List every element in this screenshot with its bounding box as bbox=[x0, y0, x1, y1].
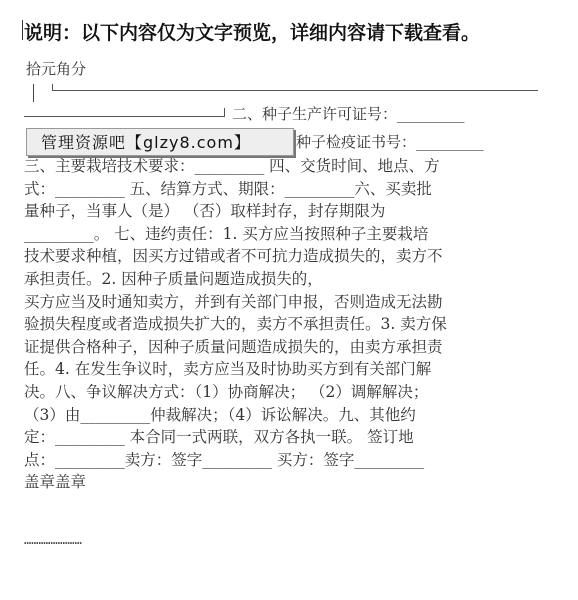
underline-rule bbox=[24, 116, 224, 117]
price-units-label: 拾元角分 bbox=[26, 60, 87, 78]
body-line: 量种子，当事人（是） （否）取样封存，封存期限为 bbox=[24, 202, 386, 221]
body-line: 承担责任。2. 因种子质量问题造成损失的， bbox=[24, 269, 323, 288]
watermark-banner: 管理资源吧【glzy8.com】 bbox=[26, 128, 294, 156]
price-divider bbox=[33, 84, 34, 102]
quarantine-cert-line: 种子检疫证书号：_________ bbox=[296, 133, 484, 151]
body-line: 点：_________卖方：签字_________ 买方：签字_________ bbox=[24, 450, 425, 469]
body-line: 定：_________ 本合同一式两联，双方各执一联。 签订地 bbox=[24, 428, 414, 447]
body-line: 盖章盖章 bbox=[24, 473, 87, 492]
underline-tick bbox=[224, 108, 225, 117]
body-line: 证提供合格种子，因种子质量问题造成损失的，由卖方承担责 bbox=[24, 337, 443, 356]
body-line: 买方应当及时通知卖方，并到有关部门申报，否则造成无法勘 bbox=[24, 292, 443, 311]
body-line: 验损失程度或者造成损失扩大的，卖方不承担责任。3. 卖方保 bbox=[24, 315, 447, 334]
truncation-ellipsis: …………………… bbox=[24, 533, 82, 547]
body-line: 决。八、争议解决方式：（1）协商解决； （2）调解解决； bbox=[24, 382, 429, 401]
contract-body bbox=[24, 155, 554, 494]
body-line: 式：_________ 五、结算方式、期限：_________六、买卖批 bbox=[24, 179, 432, 198]
body-line: 三、主要栽培技术要求：_________ 四、交货时间、地点、方 bbox=[24, 157, 440, 175]
bracket-line bbox=[52, 90, 538, 91]
body-line: 技术要求种植，因买方过错或者不可抗力造成损失的，卖方不 bbox=[24, 247, 443, 266]
body-line: （3）由_________仲裁解决；（4）诉讼解决。九、其他约 bbox=[24, 405, 416, 424]
permit-number-line: 二、种子生产许可证号：_________ bbox=[232, 105, 465, 123]
body-line: _________。 七、违约责任：1. 买方应当按照种子主要栽培 bbox=[24, 224, 429, 243]
preview-notice: 说明：以下内容仅为文字预览，详细内容请下载查看。 bbox=[24, 22, 481, 44]
body-line: 任。4. 在发生争议时，卖方应当及时协助买方到有关部门解 bbox=[24, 360, 432, 379]
text-cursor bbox=[22, 20, 23, 40]
